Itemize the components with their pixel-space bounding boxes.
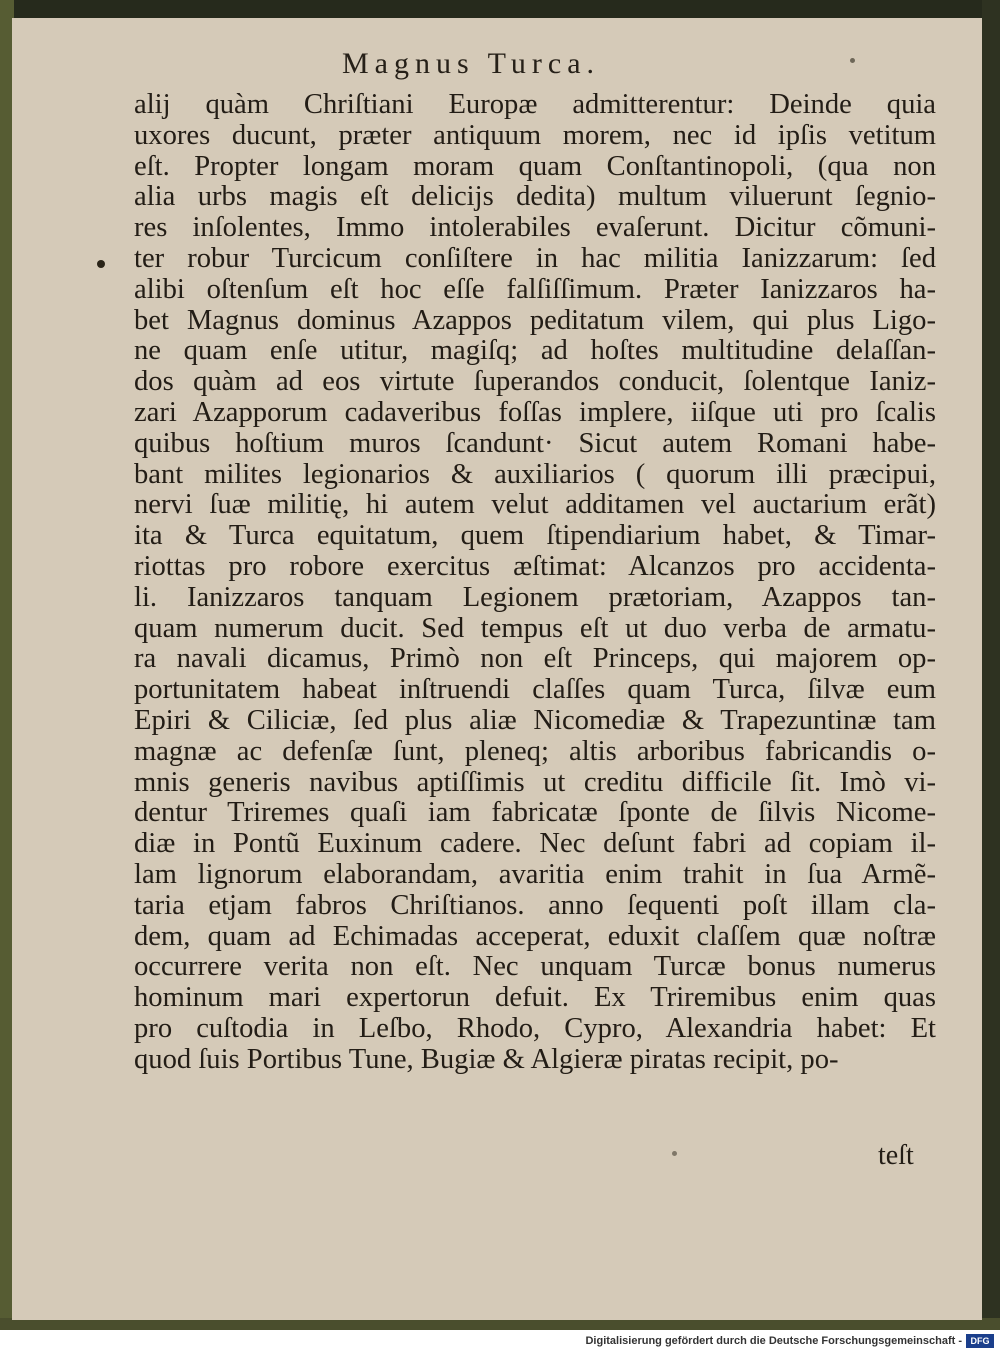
catchword: teſt [878, 1140, 914, 1171]
text-line: diæ in Pontũ Euxinum cadere. Nec deſunt fabri ad copiam il- [134, 828, 936, 860]
text-line: nervi ſuæ militię, hi autem velut additamen vel auctarium erãt) [134, 489, 936, 521]
digitization-credit: Digitalisierung gefördert durch die Deutsche Forschungsgemeinschaft - [585, 1335, 962, 1347]
text-line: ra navali dicamus, Primò non eſt Princeps, qui majorem op- [134, 643, 936, 675]
text-line: mnis generis navibus aptiſſimis ut creditu difficile ſit. Imò vi- [134, 766, 936, 798]
text-line: uxores ducunt, præter antiquum morem, nec id ipſis vetitum [134, 119, 936, 151]
text-line: dem, quam ad Echimadas acceperat, eduxit claſſem quæ noſtræ [134, 920, 936, 952]
running-header: Magnus Turca. [342, 47, 601, 80]
text-line: lam lignorum elaborandam, avaritia enim trahit in ſua Armẽ- [134, 858, 936, 890]
text-line: hominum mari expertorun defuit. Ex Triremibus enim quas [134, 982, 936, 1014]
text-line: pro cuſtodia in Leſbo, Rhodo, Cypro, Alexandria habet: Et [134, 1012, 936, 1044]
text-line: riottas pro robore exercitus æſtimat: Alcanzos pro accidenta- [134, 550, 936, 582]
text-line: magnæ ac defenſæ ſunt, pleneq; altis arboribus fabricandis o- [134, 735, 936, 767]
book-board-right [982, 0, 1000, 1330]
text-line: ter robur Turcicum conſiſtere in hac militia Ianizzarum: ſed [134, 242, 936, 274]
text-line: quam numerum ducit. Sed tempus eſt ut duo verba de armatu- [134, 612, 936, 644]
text-line: ita & Turca equitatum, quem ſtipendiarium habet, & Timar- [134, 520, 936, 552]
ink-spot [672, 1151, 677, 1156]
text-line: taria etjam fabros Chriſtianos. anno ſequenti poſt illam cla- [134, 889, 936, 921]
text-line: occurrere verita non eſt. Nec unquam Turcæ bonus numerus [134, 951, 936, 983]
text-line: alij quàm Chriſtiani Europæ admitterentur: Deinde quia [134, 89, 936, 120]
ink-spot [97, 260, 105, 268]
text-line: alibi oſtenſum eſt hoc eſſe falſiſſimum. Præter Ianizzaros ha- [134, 273, 936, 305]
text-line: res inſolentes, Immo intolerabiles evaſerunt. Dicitur cõmuni- [134, 212, 936, 244]
text-line: dentur Triremes quaſi iam fabricatæ ſponte de ſilvis Nicome- [134, 797, 936, 829]
text-line: dos quàm ad eos virtute ſuperandos conducit, ſolentque Ianiz- [134, 366, 936, 398]
text-line: bant milites legionarios & auxiliarios ( quorum illi præcipui, [134, 458, 936, 490]
text-line: li. Ianizzaros tanquam Legionem prætoriam, Azappos tan- [134, 581, 936, 613]
ink-spot [850, 58, 855, 63]
text-line: Epiri & Ciliciæ, ſed plus aliæ Nicomediæ & Trapezuntinæ tam [134, 704, 936, 736]
text-line: quod ſuis Portibus Tune, Bugiæ & Algieræ piratas recipit, po- [134, 1043, 839, 1075]
text-line: ne quam enſe utitur, magiſq; ad hoſtes multitudine delaſſan- [134, 335, 936, 367]
body-text [134, 90, 936, 1076]
text-line: alia urbs magis eſt delicijs dedita) multum viluerunt ſegnio- [134, 181, 936, 213]
text-line: quibus hoſtium muros ſcandunt· Sicut autem Romani habe- [134, 427, 936, 459]
text-line: eſt. Propter longam moram quam Conſtantinopoli, (qua non [134, 150, 936, 182]
text-line: zari Azapporum cadaveribus foſſas implere, iiſque uti pro ſcalis [134, 396, 936, 428]
text-line: bet Magnus dominus Azappos peditatum vilem, qui plus Ligo- [134, 304, 936, 336]
dfg-logo: DFG [966, 1334, 994, 1348]
text-line: portunitatem habeat inſtruendi claſſes quam Turca, ſilvæ eum [134, 674, 936, 706]
